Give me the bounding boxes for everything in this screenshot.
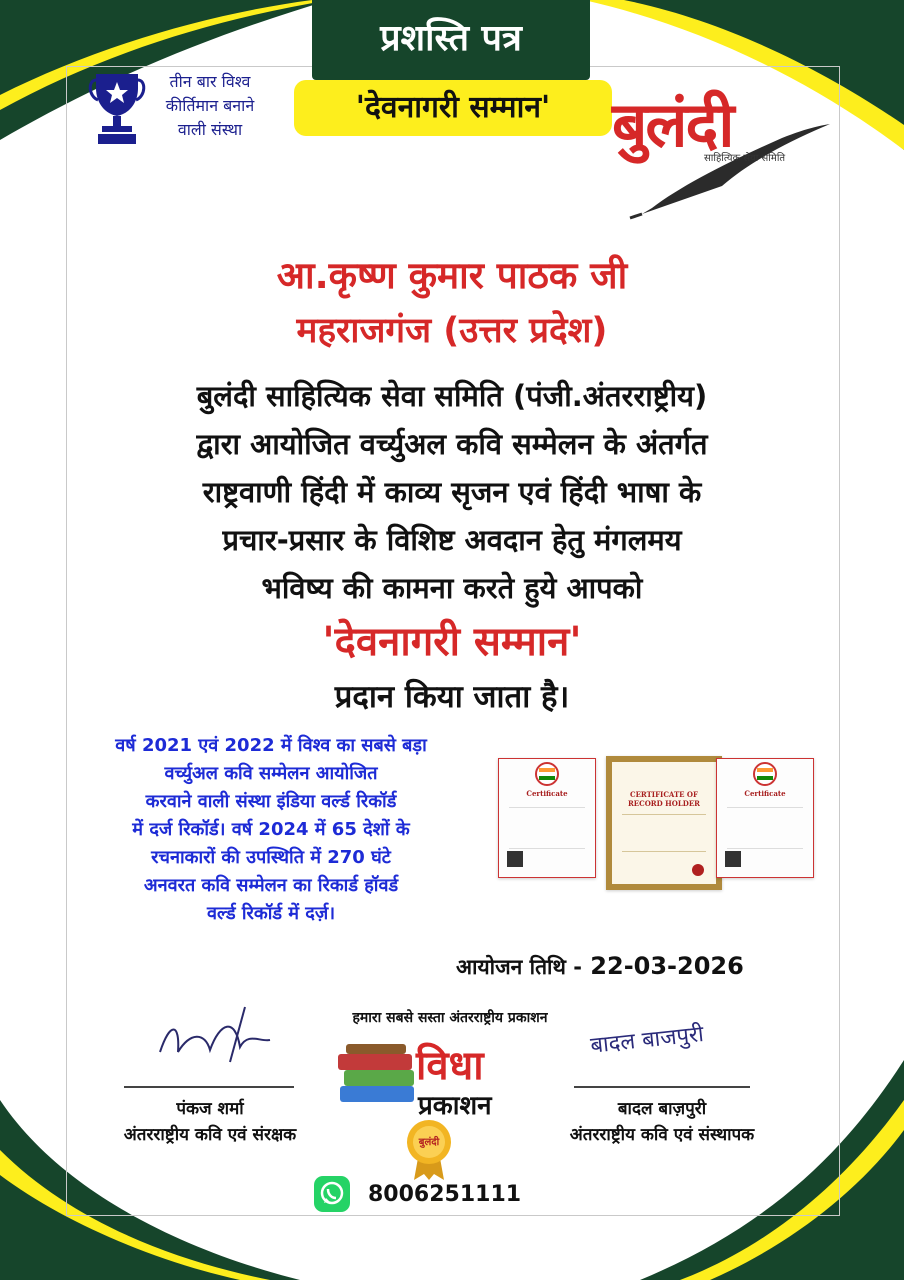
flag-emblem-icon	[717, 759, 813, 789]
certificate-title-tab: प्रशस्ति पत्र	[312, 0, 590, 80]
trophy-icon	[88, 70, 146, 152]
gold-seal-icon	[404, 1118, 454, 1182]
books-icon	[336, 1042, 418, 1110]
award-name: 'देवनागरी सम्मान'	[322, 619, 582, 665]
recipient-place: महराजगंज (उत्तर प्रदेश)	[296, 311, 608, 351]
citation-line: राष्ट्रवाणी हिंदी में काव्य सृजन एवं हिंदी भाषा के	[202, 475, 702, 509]
citation-text	[70, 372, 834, 612]
certificate-text-block	[622, 814, 706, 852]
record-certificate-image	[498, 758, 596, 878]
qr-code-icon	[507, 851, 523, 867]
certificate-title: Certificate	[744, 789, 786, 798]
note-line: अनवरत कवि सम्मेलन का रिकार्ड हॉवर्ड	[143, 875, 399, 896]
note-line: रचनाकारों की उपस्थिति में 270 घंटे	[151, 847, 391, 868]
left-signature-image	[150, 1002, 280, 1076]
world-record-badge-text	[150, 70, 270, 142]
badge-line: वाली संस्था	[177, 120, 243, 139]
certificate-text-block	[727, 807, 803, 849]
publisher-tagline: हमारा सबसे सस्ता अंतरराष्ट्रीय प्रकाशन	[352, 1010, 548, 1026]
left-signatory-name: पंकज शर्मा	[176, 1099, 244, 1119]
certificate-text-block	[509, 807, 585, 849]
logo-tagline: साहित्यिक सेवा समिति	[704, 153, 786, 164]
note-line: में दर्ज रिकॉर्ड। वर्ष 2024 में 65 देशों के	[132, 819, 410, 840]
qr-code-icon	[725, 851, 741, 867]
citation-line: द्वारा आयोजित वर्च्युअल कवि सम्मेलन के अंतर्गत	[196, 427, 708, 461]
certificate-title: CERTIFICATE OF RECORD HOLDER	[627, 790, 700, 808]
bulandi-logo	[612, 90, 842, 220]
badge-line: कीर्तिमान बनाने	[165, 96, 255, 115]
citation-line: बुलंदी साहित्यिक सेवा समिति (पंजी.अंतरराष्ट्रीय)	[196, 379, 708, 413]
publisher-name-top: विधा	[416, 1043, 484, 1089]
right-signatory	[530, 1096, 794, 1148]
right-signatory-title: अंतरराष्ट्रीय कवि एवं संस्थापक	[569, 1125, 755, 1145]
note-line: वर्च्युअल कवि सम्मेलन आयोजित	[164, 763, 378, 784]
citation-line: प्रचार-प्रसार के विशिष्ट अवदान हेतु मंगलमय	[222, 523, 682, 557]
event-date-label: आयोजन तिथि -	[456, 955, 582, 979]
right-signature-image: बादल बाजपुरी	[589, 1022, 705, 1059]
record-certificate-image	[606, 756, 722, 890]
citation-line: भविष्य की कामना करते हुये आपको	[261, 571, 643, 605]
award-title-pill: 'देवनागरी सम्मान'	[294, 80, 612, 136]
left-signatory-title: अंतरराष्ट्रीय कवि एवं संरक्षक	[123, 1125, 297, 1145]
whatsapp-icon	[314, 1176, 350, 1216]
flag-emblem-icon	[499, 759, 595, 789]
event-date	[456, 952, 744, 981]
contact-phone: 8006251111	[368, 1182, 522, 1207]
seal-icon	[692, 864, 704, 876]
event-date-value: 22-03-2026	[590, 952, 744, 980]
note-line: वर्ल्ड रिकॉर्ड में दर्ज़।	[206, 903, 336, 924]
logo-word: बुलंदी	[612, 88, 733, 161]
note-line: वर्ष 2021 एवं 2022 में विश्व का सबसे बड़ा	[115, 735, 427, 756]
right-signature-line	[574, 1086, 750, 1088]
seal-text: बुलंदी	[418, 1137, 440, 1148]
badge-line: तीन बार विश्व	[169, 72, 251, 91]
left-signature-line	[124, 1086, 294, 1088]
certificate-title: Certificate	[526, 789, 568, 798]
right-signatory-name: बादल बाज़पुरी	[617, 1099, 707, 1119]
recipient-name: आ.कृष्ण कुमार पाठक जी	[276, 254, 628, 297]
publisher-name-bottom: प्रकाशन	[418, 1091, 492, 1121]
conferred-text: प्रदान किया जाता है।	[334, 679, 570, 715]
note-line: करवाने वाली संस्था इंडिया वर्ल्ड रिकॉर्ड	[145, 791, 397, 812]
record-certificate-image	[716, 758, 814, 878]
world-record-note	[76, 732, 466, 928]
left-signatory	[80, 1096, 340, 1148]
